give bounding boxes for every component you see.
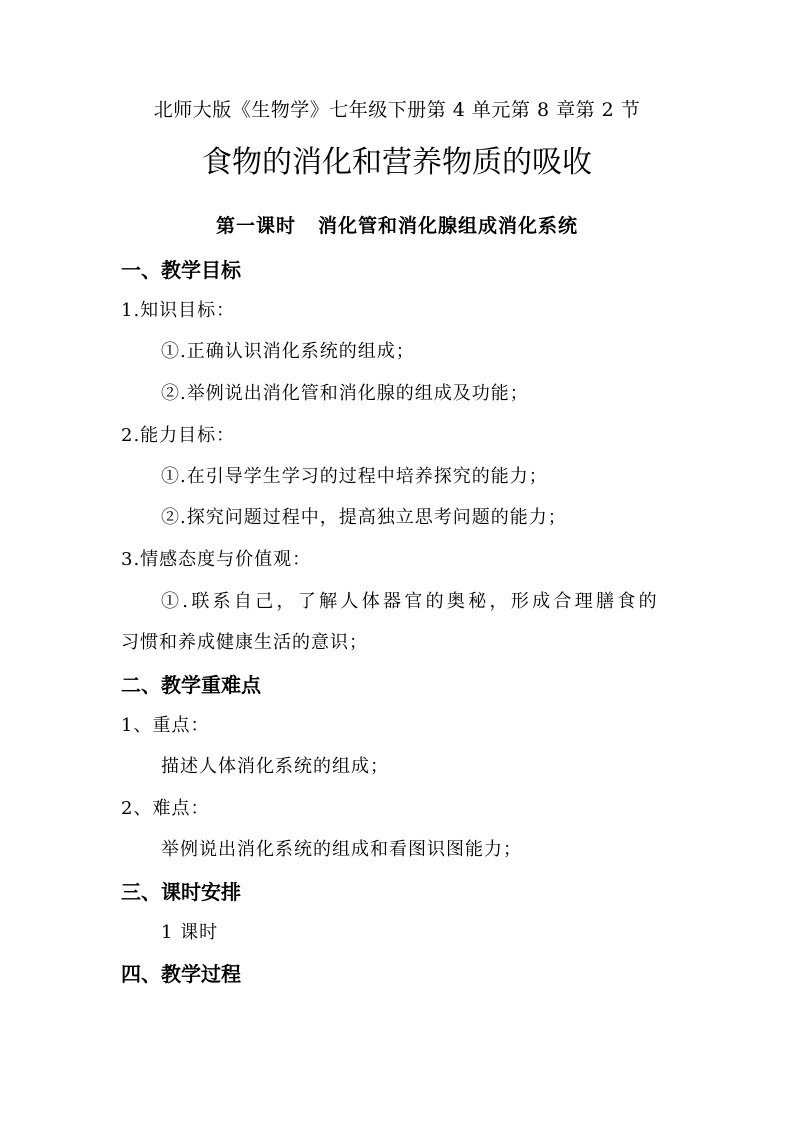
knowledge-item: ①.正确认识消化系统的组成； <box>161 341 415 362</box>
section-heading-process: 四、教学过程 <box>121 962 241 986</box>
knowledge-label: 1.知识目标： <box>121 300 236 321</box>
difficulty-label: 2、难点： <box>121 798 210 819</box>
ability-item: ②.探究问题过程中，提高独立思考问题的能力； <box>161 507 567 528</box>
lesson-title: 消化管和消化腺组成消化系统 <box>318 215 579 237</box>
ability-label: 2.能力目标： <box>121 425 236 446</box>
attitude-label: 3.情感态度与价值观： <box>121 549 312 570</box>
page-title: 食物的消化和营养物质的吸收 <box>202 145 592 180</box>
attitude-item-line1: ①.联系自己，了解人体器官的奥秘，形成合理膳食的 <box>161 591 660 612</box>
lesson-label: 第一课时 <box>215 215 296 237</box>
attitude-item-line2: 习惯和养成健康生活的意识； <box>121 632 368 653</box>
section-heading-key-points: 二、教学重难点 <box>121 673 261 697</box>
section-heading-objectives: 一、教学目标 <box>121 258 241 282</box>
course-line: 北师大版《生物学》七年级下册第 4 单元第 8 章第 2 节 <box>153 99 641 121</box>
focus-label: 1、重点： <box>121 715 210 736</box>
lesson-subtitle <box>0 217 794 236</box>
focus-text: 描述人体消化系统的组成； <box>161 756 389 777</box>
schedule-text: 1 课时 <box>161 922 219 943</box>
difficulty-text: 举例说出消化系统的组成和看图识图能力； <box>161 839 522 860</box>
section-heading-schedule: 三、课时安排 <box>121 880 241 904</box>
ability-item: ①.在引导学生学习的过程中培养探究的能力； <box>161 466 548 487</box>
knowledge-item: ②.举例说出消化管和消化腺的组成及功能； <box>161 383 529 404</box>
